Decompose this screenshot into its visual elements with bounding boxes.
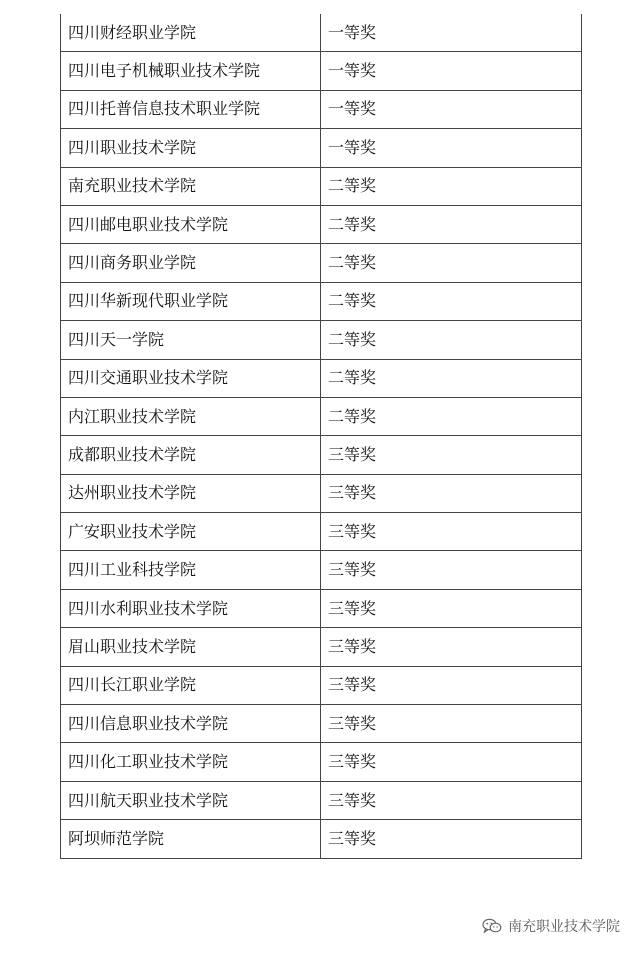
award-level-cell: 一等奖 bbox=[321, 14, 582, 52]
table-row bbox=[61, 90, 582, 128]
table-row bbox=[61, 282, 582, 320]
table-row bbox=[61, 14, 582, 52]
school-name-cell: 四川天一学院 bbox=[61, 321, 321, 359]
school-name-cell: 四川职业技术学院 bbox=[61, 129, 321, 167]
table-row bbox=[61, 781, 582, 819]
award-level-cell: 二等奖 bbox=[321, 397, 582, 435]
award-level-cell: 三等奖 bbox=[321, 820, 582, 858]
award-level-cell: 三等奖 bbox=[321, 474, 582, 512]
table-row bbox=[61, 129, 582, 167]
table-row bbox=[61, 52, 582, 90]
school-name-cell: 南充职业技术学院 bbox=[61, 167, 321, 205]
award-level-cell: 二等奖 bbox=[321, 359, 582, 397]
school-name-cell: 四川信息职业技术学院 bbox=[61, 705, 321, 743]
award-level-cell: 三等奖 bbox=[321, 781, 582, 819]
award-level-cell: 三等奖 bbox=[321, 628, 582, 666]
table-row bbox=[61, 167, 582, 205]
school-name-cell: 四川长江职业学院 bbox=[61, 666, 321, 704]
award-level-cell: 一等奖 bbox=[321, 52, 582, 90]
table-row bbox=[61, 551, 582, 589]
table-row bbox=[61, 628, 582, 666]
table-row bbox=[61, 436, 582, 474]
school-name-cell: 四川华新现代职业学院 bbox=[61, 282, 321, 320]
awards-table bbox=[60, 14, 582, 859]
award-level-cell: 二等奖 bbox=[321, 205, 582, 243]
award-level-cell: 二等奖 bbox=[321, 321, 582, 359]
school-name-cell: 四川邮电职业技术学院 bbox=[61, 205, 321, 243]
table-row bbox=[61, 820, 582, 858]
school-name-cell: 四川化工职业技术学院 bbox=[61, 743, 321, 781]
school-name-cell: 眉山职业技术学院 bbox=[61, 628, 321, 666]
award-level-cell: 三等奖 bbox=[321, 436, 582, 474]
award-level-cell: 一等奖 bbox=[321, 129, 582, 167]
table-row bbox=[61, 359, 582, 397]
school-name-cell: 达州职业技术学院 bbox=[61, 474, 321, 512]
award-level-cell: 三等奖 bbox=[321, 589, 582, 627]
table-row bbox=[61, 397, 582, 435]
watermark bbox=[482, 916, 620, 936]
school-name-cell: 四川水利职业技术学院 bbox=[61, 589, 321, 627]
table-row bbox=[61, 321, 582, 359]
table-row bbox=[61, 666, 582, 704]
table-row bbox=[61, 244, 582, 282]
school-name-cell: 成都职业技术学院 bbox=[61, 436, 321, 474]
table-row bbox=[61, 513, 582, 551]
school-name-cell: 广安职业技术学院 bbox=[61, 513, 321, 551]
school-name-cell: 四川电子机械职业技术学院 bbox=[61, 52, 321, 90]
award-level-cell: 三等奖 bbox=[321, 551, 582, 589]
watermark-text: 南充职业技术学院 bbox=[508, 919, 620, 935]
award-level-cell: 三等奖 bbox=[321, 705, 582, 743]
school-name-cell: 四川财经职业学院 bbox=[61, 14, 321, 52]
school-name-cell: 四川航天职业技术学院 bbox=[61, 781, 321, 819]
school-name-cell: 四川商务职业学院 bbox=[61, 244, 321, 282]
award-level-cell: 三等奖 bbox=[321, 743, 582, 781]
table-row bbox=[61, 705, 582, 743]
award-level-cell: 三等奖 bbox=[321, 513, 582, 551]
award-level-cell: 二等奖 bbox=[321, 167, 582, 205]
award-level-cell: 一等奖 bbox=[321, 90, 582, 128]
wechat-icon bbox=[482, 918, 502, 934]
school-name-cell: 四川工业科技学院 bbox=[61, 551, 321, 589]
table-row bbox=[61, 474, 582, 512]
table-row bbox=[61, 743, 582, 781]
award-level-cell: 三等奖 bbox=[321, 666, 582, 704]
award-level-cell: 二等奖 bbox=[321, 282, 582, 320]
school-name-cell: 四川交通职业技术学院 bbox=[61, 359, 321, 397]
school-name-cell: 内江职业技术学院 bbox=[61, 397, 321, 435]
table-row bbox=[61, 205, 582, 243]
table-body bbox=[61, 14, 582, 858]
award-level-cell: 二等奖 bbox=[321, 244, 582, 282]
school-name-cell: 四川托普信息技术职业学院 bbox=[61, 90, 321, 128]
school-name-cell: 阿坝师范学院 bbox=[61, 820, 321, 858]
table-row bbox=[61, 589, 582, 627]
